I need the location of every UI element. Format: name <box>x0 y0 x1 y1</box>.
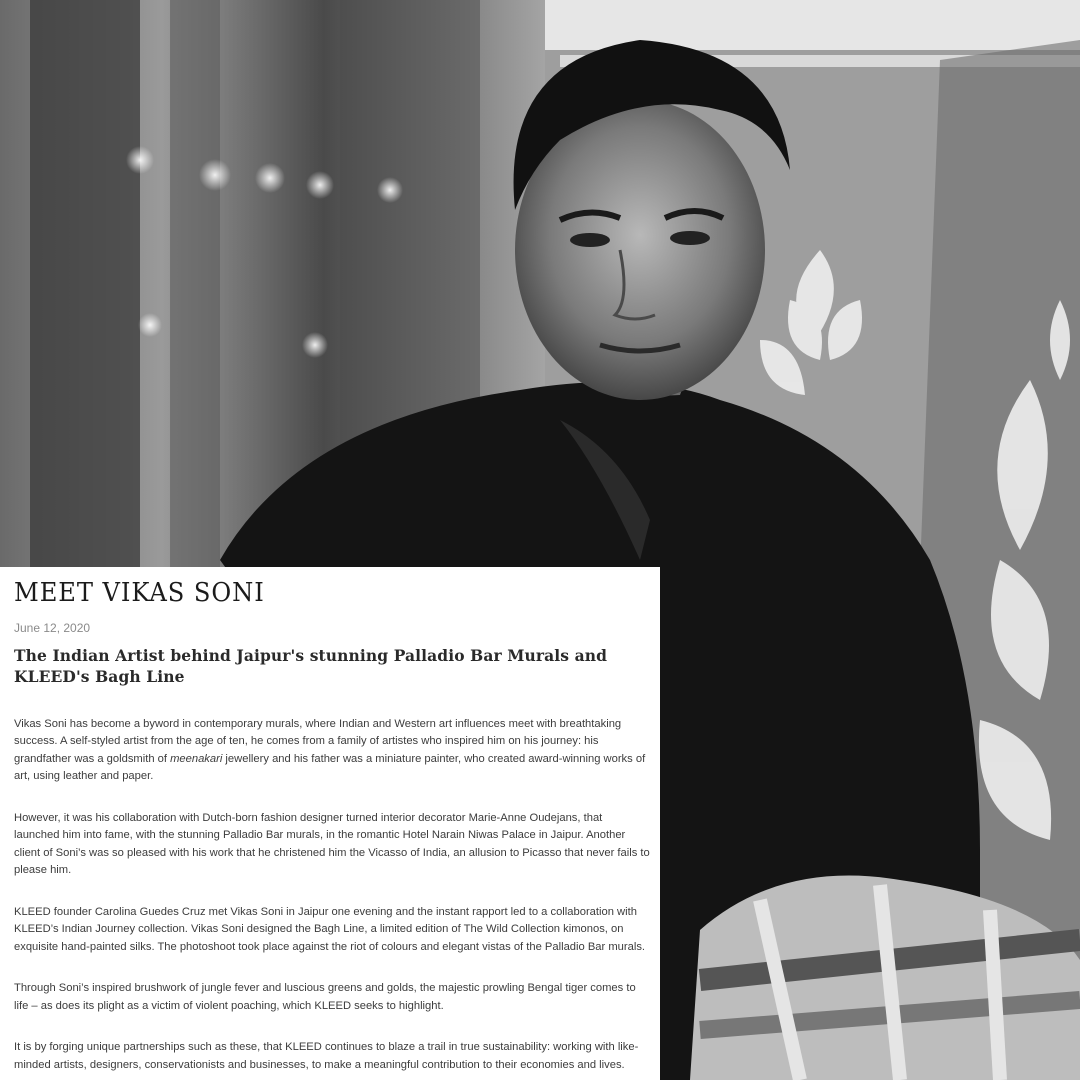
article-card <box>0 567 660 1080</box>
paragraph-2: However, it was his collaboration with Dutch-born fashion designer turned interior decorator Marie-Anne Oudejans, that launched him into fame, with the stunning Palladio Bar murals, in the romantic Hotel Narain Niwas Palace in Jaipur. Another client of Soni’s was so pleased with his work that he christened him the Vicasso of India, an allusion to Picasso that never fails to please him. <box>14 811 650 877</box>
paragraph-1 <box>14 716 650 786</box>
paragraph-3: KLEED founder Carolina Guedes Cruz met Vikas Soni in Jaipur one evening and the instant rapport led to a collaboration with KLEED’s Indian Journey collection. Vikas Soni designed the Bagh Line, a limited edition of The Wild Collection kimonos, on exquisite hand-painted silks. The photoshoot took place against the riot of colours and elegant vistas of the Palladio Bar murals. <box>14 905 646 953</box>
paragraph-1-emphasis: meenakari <box>170 752 223 765</box>
paragraph-4: Through Soni’s inspired brushwork of jungle fever and luscious greens and golds, the majestic prowling Bengal tiger comes to life – as does its plight as a victim of violent poaching, which KLEED seeks to highlight. <box>14 982 636 1012</box>
article-date: June 12, 2020 <box>14 620 91 635</box>
article-subtitle: The Indian Artist behind Jaipur's stunning Palladio Bar Murals and KLEED's Bagh Line <box>14 645 608 687</box>
paragraph-1-part-a: Vikas Soni has become a byword in contemporary murals, where Indian and Western art influences meet with breathtaking success. A self-styled artist from the age of ten, he comes from a family of artistes who inspired him on his journey: his grandfather was a goldsmith of <box>14 717 622 765</box>
paragraph-1-part-b: jewellery and his father was a miniature painter, who created award-winning works of art, using leather and paper. <box>14 752 646 783</box>
article-title: MEET VIKAS SONI <box>14 578 265 608</box>
paragraph-5: It is by forging unique partnerships such as these, that KLEED continues to blaze a trail in true sustainability: working with like-minded artists, designers, conservationists and businesses, to make a meaningful contribution to their economies and lives. <box>14 1041 639 1071</box>
